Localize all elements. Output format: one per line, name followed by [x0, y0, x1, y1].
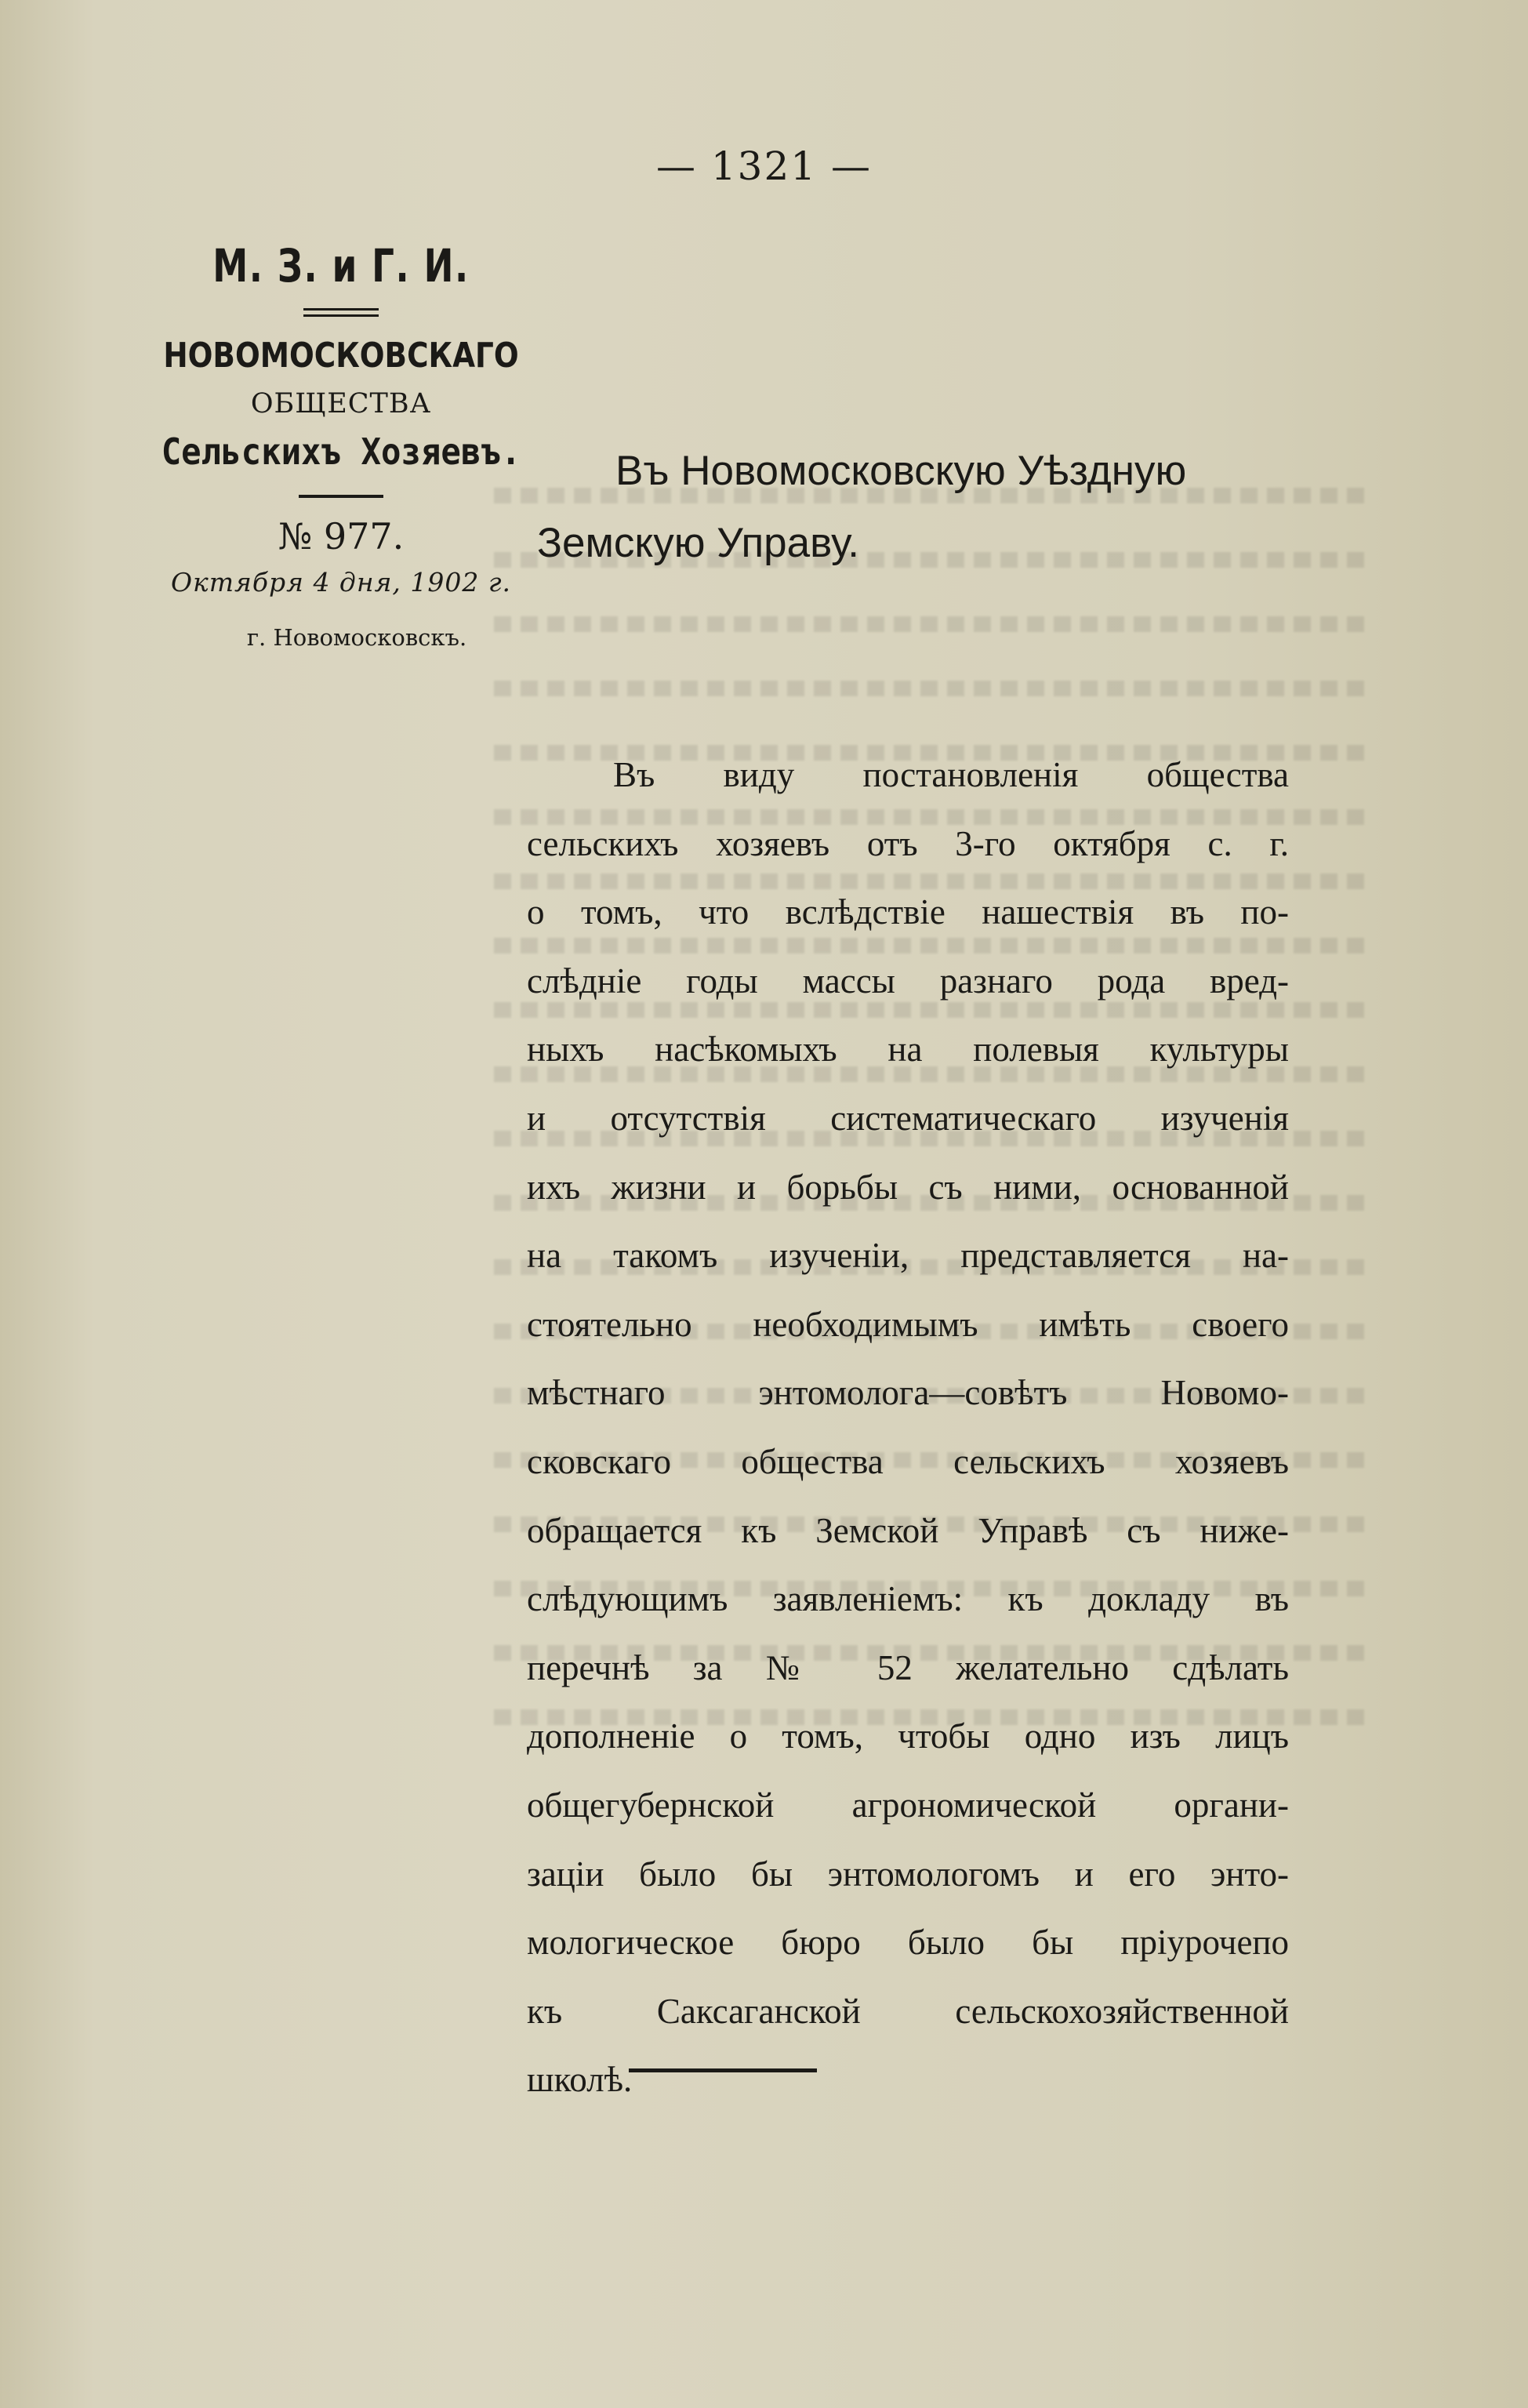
- body-line: обращается къ Земской Управѣ съ ниже-: [527, 1510, 1289, 1550]
- stamp-society-word: ОБЩЕСТВА: [250, 388, 432, 419]
- body-line: общегубернской агрономической органи-: [527, 1785, 1289, 1825]
- body-line: сельскихъ хозяевъ отъ 3-го октября с. г.: [527, 823, 1289, 863]
- body-line: ихъ жизни и борьбы съ ними, основанной: [527, 1167, 1289, 1207]
- body-line: Въ виду постановленія общества: [613, 755, 1289, 794]
- body-line: къ Саксаганской сельскохозяйственной: [527, 1991, 1289, 2031]
- body-line: на такомъ изученіи, представляется на-: [527, 1236, 1289, 1276]
- body-line: мѣстнаго энтомолога—совѣтъ Новомо-: [527, 1373, 1289, 1413]
- page-number: — 1321 —: [655, 143, 873, 189]
- addressee-line-1: Въ Новомосковскую Уѣздную: [615, 448, 1187, 494]
- body-line: перечнѣ за № 52 желательно сдѣлать: [527, 1647, 1289, 1687]
- stamp-number: № 977.: [278, 515, 405, 558]
- stamp-ministry: М. З. и Г. И.: [212, 239, 470, 292]
- body-line: сковскаго общества сельскихъ хозяевъ: [527, 1441, 1289, 1481]
- stamp-city: г. Новомосковскъ.: [246, 624, 467, 651]
- closing-rule: [629, 2068, 817, 2072]
- letterhead-stamp: [118, 239, 564, 651]
- addressee-line-2: Земскую Управу.: [537, 520, 860, 566]
- addressee: [537, 435, 1290, 579]
- stamp-society-name: НОВОМОСКОВСКАГО: [163, 336, 519, 376]
- body-line: слѣдніе годы массы разнаго рода вред-: [527, 961, 1289, 1001]
- stamp-rule: [299, 495, 383, 498]
- body-line: ныхъ насѣкомыхъ на полевыя культуры: [527, 1030, 1289, 1070]
- stamp-double-rule: [303, 308, 379, 317]
- body-line: слѣдующимъ заявленіемъ: къ докладу въ: [527, 1579, 1289, 1619]
- body-line: мологическое бюро было бы пріурочепо: [527, 1923, 1289, 1963]
- body-line: заціи было бы энтомологомъ и его энто-: [527, 1854, 1289, 1894]
- body-line: и отсутствія систематическаго изученія: [527, 1098, 1289, 1138]
- body-line: о томъ, что вслѣдствіе нашествія въ по-: [527, 892, 1289, 932]
- body-line: стоятельно необходимымъ имѣть своего: [527, 1304, 1289, 1344]
- letter-body: [527, 741, 1289, 2115]
- stamp-date: Октября 4 дня, 1902 г.: [170, 567, 512, 597]
- body-line: дополненіе о томъ, чтобы одно изъ лицъ: [527, 1716, 1289, 1756]
- stamp-farmers: Сельскихъ Хозяевъ.: [161, 430, 521, 473]
- body-line: школѣ.: [527, 2060, 633, 2100]
